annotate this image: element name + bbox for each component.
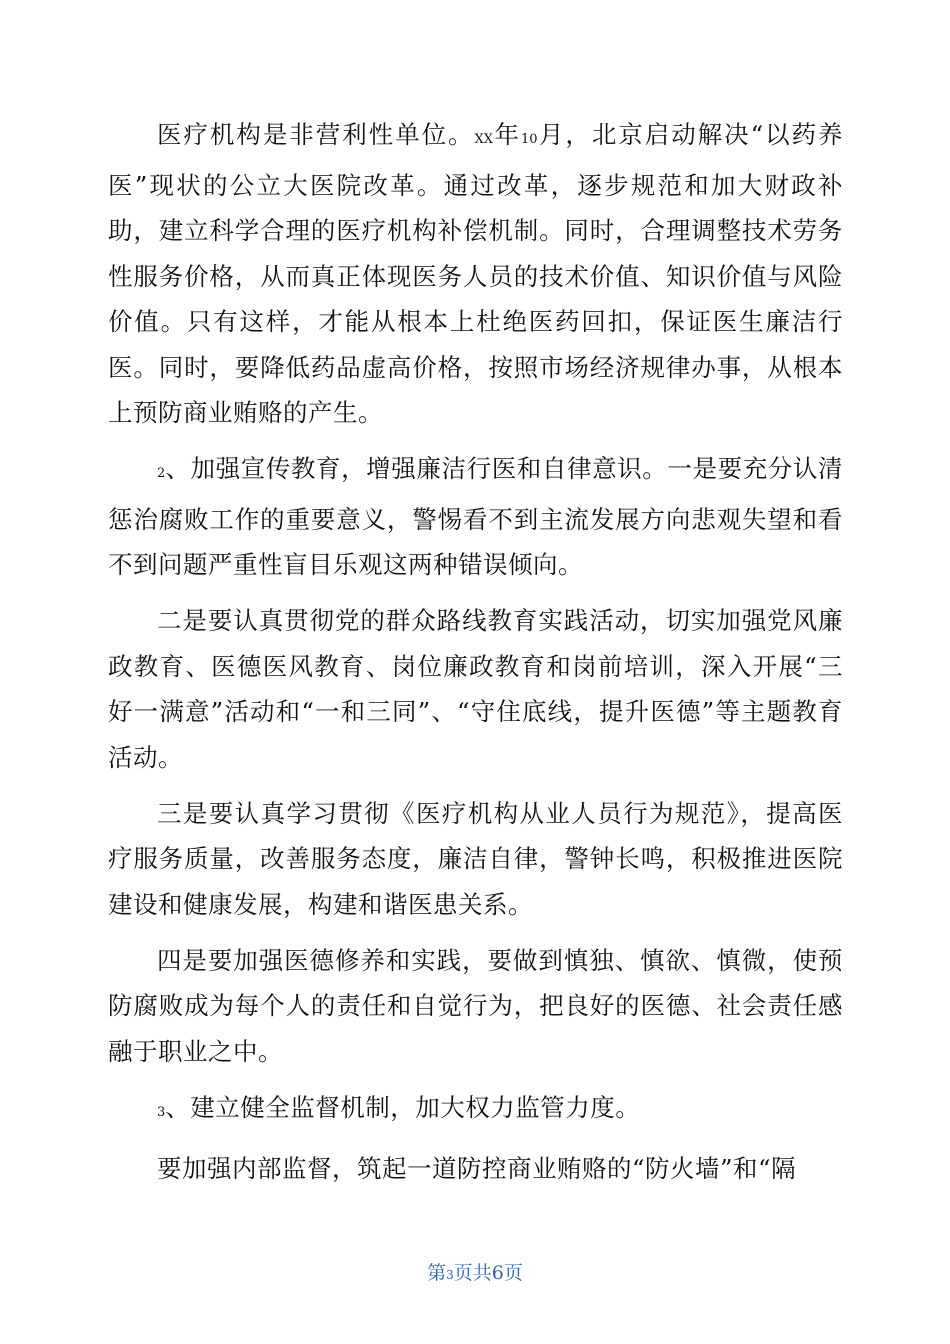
month-number: 10 [520,132,538,147]
paragraph-2 [108,446,843,588]
paragraph-2-text: 、加强宣传教育，增强廉洁行医和自律意识。一是要充分认清惩治腐败工作的重要意义，警惕看不到主流发展方向悲观失望和看不到问题严重性盲目乐观这两种错误倾向。 [108,454,843,579]
paragraph-6 [108,1085,843,1136]
footer-prefix: 第 [427,1262,447,1284]
footer-current-page: 3 [446,1268,454,1282]
paragraph-1-text-c: 月，北京启动解决“以药养医”现状的公立大医院改革。通过改革，逐步规范和加大财政补助，建立科学合理的医疗机构补偿机制。同时，合理调整技术劳务性服务价格，从而真正体现医务人员的技术价值、知识价值与风险价值。只有这样，才能从根本上杜绝医药回扣，保证医生廉洁行医。同时，要降低药品虚高价格，按照市场经济规律办事，从根本上预防商业贿赂的产生。 [108,120,844,427]
paragraph-1-text-b: 年 [493,120,521,149]
paragraph-5: 四是要加强医德修养和实践，要做到慎独、慎欲、慎微，使预防腐败成为每个人的责任和自觉行为，把良好的医德、社会责任感融于职业之中。 [108,945,843,1066]
year-placeholder: XX [474,132,494,147]
section-number-3: 3 [157,1104,166,1120]
paragraph-1 [108,112,843,436]
footer-suffix: 页 [503,1262,523,1284]
paragraph-7: 要加强内部监督，筑起一道防控商业贿赂的“防火墙”和“隔 [157,1153,797,1183]
section-number-2: 2 [157,466,166,481]
paragraph-1-text-a: 医疗机构是非营利性单位。 [157,120,475,149]
footer-total-pages: 6 [491,1262,504,1284]
paragraph-6-text: 、建立健全监督机制，加大权力监管力度。 [165,1092,641,1122]
page-footer [0,1258,950,1285]
paragraph-4: 三是要认真学习贯彻《医疗机构从业人员行为规范》，提高医疗服务质量，改善服务态度，廉洁自律，警钟长鸣，积极推进医院建设和健康发展，构建和谐医患关系。 [108,798,843,919]
paragraph-3: 二是要认真贯彻党的群众路线教育实践活动，切实加强党风廉政教育、医德医风教育、岗位廉政教育和岗前培训，深入开展“三好一满意”活动和“一和三同”、“守住底线，提升医德”等主题教育活动。 [108,606,843,772]
document-body [108,112,843,1191]
footer-middle: 页共 [453,1262,492,1284]
